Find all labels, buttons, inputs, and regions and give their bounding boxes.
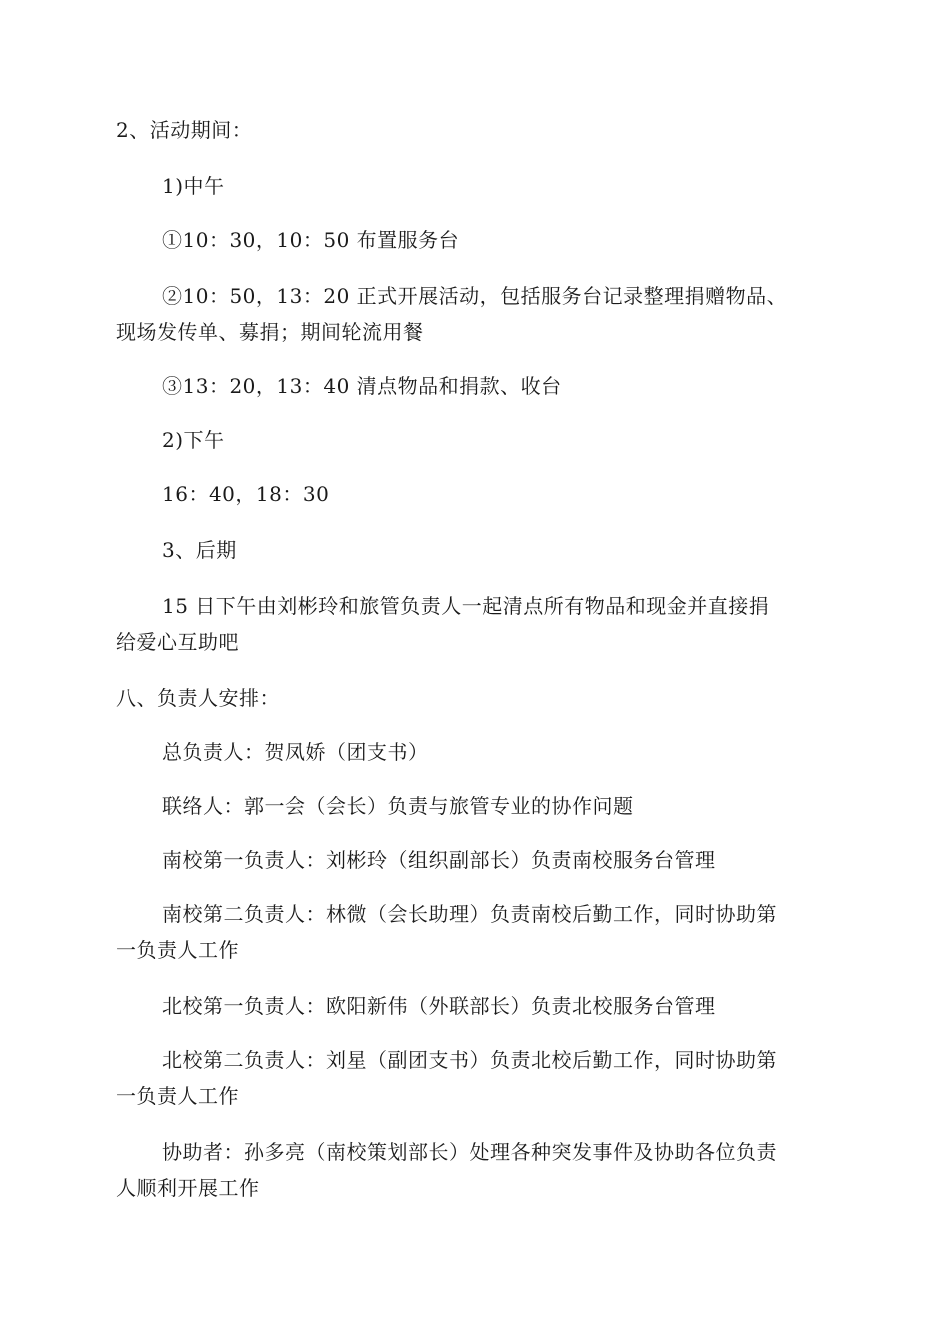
- general-manager: 总负责人：贺凤娇（团支书）: [162, 740, 429, 764]
- north-campus-second-lead: 北校第二负责人：刘星（副团支书）负责北校后勤工作，同时协助第: [162, 1048, 777, 1072]
- subheading-noon: 1)中午: [162, 174, 225, 198]
- afternoon-time: 16：40，18：30: [162, 482, 330, 506]
- subheading-afternoon: 2)下午: [162, 428, 225, 452]
- assistant-continued: 人顺利开展工作: [116, 1176, 260, 1200]
- schedule-item-3: ③13：20，13：40 清点物品和捐款、收台: [162, 374, 562, 398]
- schedule-item-2-continued: 现场发传单、募捐；期间轮流用餐: [116, 320, 424, 344]
- liaison-person: 联络人：郭一会（会长）负责与旅管专业的协作问题: [162, 794, 634, 818]
- schedule-item-1: ①10：30，10：50 布置服务台: [162, 228, 460, 252]
- south-campus-second-lead: 南校第二负责人：林微（会长助理）负责南校后勤工作，同时协助第: [162, 902, 777, 926]
- later-stage-text: 15 日下午由刘彬玲和旅管负责人一起清点所有物品和现金并直接捐: [162, 594, 770, 618]
- later-stage-text-continued: 给爱心互助吧: [116, 630, 239, 654]
- south-campus-first-lead: 南校第一负责人：刘彬玲（组织副部长）负责南校服务台管理: [162, 848, 716, 872]
- subheading-later-stage: 3、后期: [162, 538, 237, 562]
- south-campus-second-lead-continued: 一负责人工作: [116, 938, 239, 962]
- section-heading-activity-period: 2、活动期间：: [116, 118, 253, 142]
- assistant: 协助者：孙多亮（南校策划部长）处理各种突发事件及协助各位负责: [162, 1140, 777, 1164]
- schedule-item-2: ②10：50，13：20 正式开展活动，包括服务台记录整理捐赠物品、: [162, 284, 788, 308]
- north-campus-first-lead: 北校第一负责人：欧阳新伟（外联部长）负责北校服务台管理: [162, 994, 716, 1018]
- section-heading-responsible-persons: 八、负责人安排：: [116, 686, 280, 710]
- north-campus-second-lead-continued: 一负责人工作: [116, 1084, 239, 1108]
